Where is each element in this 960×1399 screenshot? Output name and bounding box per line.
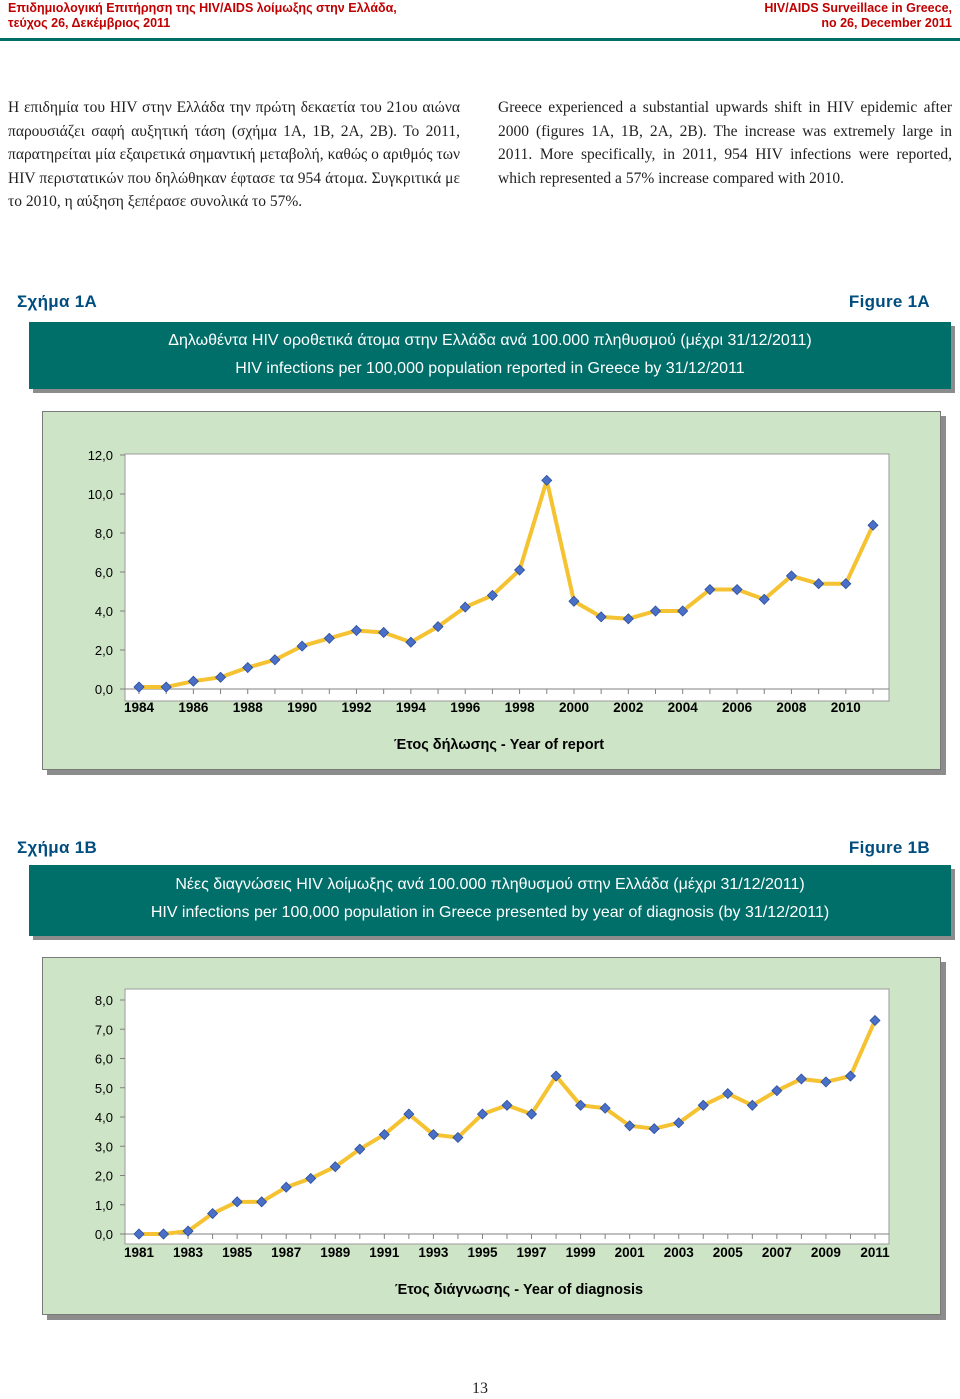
chart-1a-x-tick-label: 2008: [776, 700, 807, 715]
chart-1a-y-tick-label: 12,0: [87, 448, 113, 463]
figure-1b-label-greek: Σχήμα 1Β: [17, 838, 98, 857]
figure-1a-title-english: HIV infections per 100,000 population reported in Greece by 31/12/2011: [235, 360, 745, 377]
figure-1b-title-english: HIV infections per 100,000 population in Greece presented by year of diagnosis (by 31/12/2011): [150, 904, 830, 921]
chart-1a-x-tick-label: 1994: [395, 700, 426, 715]
header-right-line1: HIV/AIDS Surveillace in Greece,: [764, 1, 952, 15]
chart-1b-x-tick-label: 1985: [222, 1245, 253, 1260]
chart-1b-y-tick-label: 6,0: [94, 1051, 113, 1067]
chart-1b-x-tick-label: 2009: [810, 1245, 841, 1260]
chart-1a-area: [42, 411, 941, 770]
header-left-line1: Επιδημιολογική Επιτήρηση της HIV/AIDS λοίμωξης στην Ελλάδα,: [8, 1, 397, 15]
chart-1b-x-tick-label: 1987: [271, 1245, 302, 1260]
chart-1b-y-tick-label: 2,0: [94, 1168, 113, 1184]
chart-1a-y-tick-label: 10,0: [87, 487, 113, 502]
chart-1a-x-tick-label: 2002: [613, 700, 644, 715]
chart-1a-y-tick-label: 2,0: [94, 643, 113, 658]
chart-1a-x-tick-label: 2006: [722, 700, 753, 715]
chart-1b-x-axis-label: Έτος διάγνωσης - Year of diagnosis: [394, 1282, 644, 1298]
chart-1a-x-axis-label: Έτος δήλωσης - Year of report: [393, 737, 605, 753]
chart-1b-x-tick-label: 1999: [565, 1245, 596, 1260]
figure-1a-title-box: [29, 322, 951, 389]
chart-1a-x-tick-label: 1988: [232, 700, 263, 715]
chart-1b-x-tick-label: 1995: [467, 1245, 498, 1260]
chart-1a-x-tick-label: 1998: [504, 700, 535, 715]
chart-1b-y-tick-label: 5,0: [94, 1080, 113, 1096]
chart-1b-y-tick-label: 7,0: [94, 1022, 113, 1038]
chart-1b-y-tick-label: 3,0: [94, 1139, 113, 1155]
chart-1a-y-tick-label: 0,0: [94, 682, 113, 697]
figure-1b-label-english: Figure 1B: [848, 838, 930, 857]
chart-1b-x-tick-label: 2001: [614, 1245, 645, 1260]
chart-1b-x-tick-label: 2007: [761, 1245, 792, 1260]
chart-1b-x-tick-label: 1989: [320, 1245, 351, 1260]
chart-1a-x-tick-label: 1990: [287, 700, 318, 715]
figure-1a-label-greek: Σχήμα 1Α: [17, 292, 98, 311]
chart-1a-x-tick-label: 1984: [123, 700, 155, 715]
chart-1a-x-tick-label: 2000: [558, 700, 589, 715]
chart-1b-x-tick-label: 1997: [516, 1245, 547, 1260]
chart-1b-y-tick-label: 8,0: [94, 993, 113, 1008]
header-right-line2: no 26, December 2011: [821, 16, 952, 30]
intro-greek-paragraph: Η επιδημία του HIV στην Ελλάδα την πρώτη δεκαετία του 21ου αιώνα παρουσιάζει σαφή αυξητική τάση (σχήμα 1Α, 1Β, 2Α, 2Β). Το 2011, παρατηρείται μία εξαιρετικά σημαντική μεταβολή, καθώς ο αριθμός των HIV περιστατικών που δηλώθηκαν έφτασε τα 954 άτομα. Συγκριτικά με το 2010, η αύξηση ξεπέρασε συνολικά το 57%.: [8, 99, 460, 210]
chart-1a-plot-area: [125, 454, 889, 701]
chart-1b-x-tick-label: 2005: [712, 1245, 743, 1260]
figure-1b-title-box: [29, 865, 951, 936]
figure-1b-title-greek: Νέες διαγνώσεις HIV λοίμωξης ανά 100.000 πληθυσμού στην Ελλάδα (μέχρι 31/12/2011): [175, 876, 805, 893]
figure-1a-label-english: Figure 1A: [848, 292, 930, 311]
chart-1b-x-tick-label: 1981: [123, 1245, 155, 1260]
chart-1a-x-tick-label: 1986: [178, 700, 209, 715]
chart-1a-y-tick-label: 8,0: [94, 526, 113, 541]
intro-english-paragraph: Greece experienced a substantial upwards shift in HIV epidemic after 2000 (figures 1A, 1B, 2A, 2B). The increase was extremely large in 2011. More specifically, in 2011, 954 HIV infections were reported, which represented a 57% increase compared with 2010.: [498, 99, 952, 187]
chart-1b-x-tick-label: 1983: [173, 1245, 204, 1260]
chart-1a-y-tick-label: 6,0: [94, 565, 113, 580]
chart-1a-x-tick-label: 1996: [450, 700, 481, 715]
figure-1a-title-greek: Δηλωθέντα HIV οροθετικά άτομα στην Ελλάδα ανά 100.000 πληθυσμού (μέχρι 31/12/2011): [168, 332, 812, 349]
chart-1a-x-tick-label: 2010: [830, 700, 861, 715]
chart-1a-x-tick-label: 1992: [341, 700, 372, 715]
chart-1b-y-tick-label: 4,0: [94, 1110, 113, 1125]
page-number: 13: [472, 1380, 488, 1397]
header-rule: [0, 38, 960, 41]
chart-1a-x-tick-label: 2004: [667, 700, 698, 715]
chart-1b-x-tick-label: 2011: [860, 1245, 890, 1260]
chart-1b-y-tick-label: 0,0: [94, 1227, 113, 1242]
chart-1a: [43, 412, 940, 769]
chart-1a-y-tick-label: 4,0: [94, 604, 113, 619]
chart-1b: [43, 958, 940, 1314]
header-left-line2: τεύχος 26, Δεκέμβριος 2011: [8, 16, 171, 30]
chart-1b-area: [42, 957, 941, 1315]
chart-1b-y-tick-label: 1,0: [94, 1197, 113, 1213]
chart-1b-x-tick-label: 2003: [663, 1245, 694, 1260]
chart-1b-x-tick-label: 1993: [418, 1245, 449, 1260]
chart-1b-x-tick-label: 1991: [369, 1245, 400, 1260]
chart-1b-plot-area: [125, 989, 889, 1244]
page-header: [0, 0, 960, 32]
